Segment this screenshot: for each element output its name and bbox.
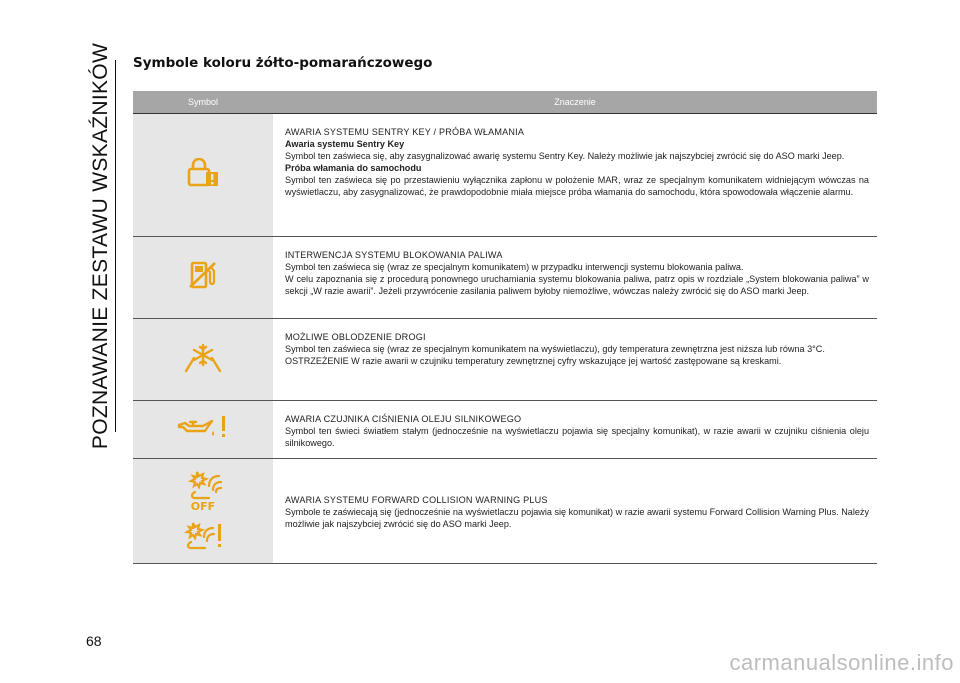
table-header-row (133, 91, 877, 114)
meaning-cell (273, 237, 877, 319)
column-header-symbol: Symbol (133, 91, 273, 114)
table-row (133, 458, 877, 563)
forward-collision-icon (181, 520, 225, 554)
section-heading: Symbole koloru żółto-pomarańczowego (133, 55, 433, 71)
row-description: Symbol ten zaświeca się, aby zasygnalizować awarię systemu Sentry Key. Należy możliwie jak najszybciej zwrócić się do ASO marki Jeep. (285, 150, 845, 161)
table-row (133, 237, 877, 319)
watermark: carmanualsonline.info (729, 650, 954, 675)
row-description: Symbol ten zaświeca się po przestawieniu wyłącznika zapłonu w położenie MAR, wraz ze specjalnym komunikatem widniejącym wówczas na wyświetlaczu, aby zasygnalizować, że prawdopodobnie miała miejsce próba włamania do samochodu, która spowodowała włączenie alarmu. (285, 174, 869, 197)
row-subheading: Próba włamania do samochodu (285, 162, 422, 173)
row-description: W celu zapoznania się z procedurą ponownego uruchamiania systemu blokowania paliwa, patrz opis w rozdziale „System blokowania paliwa” w sekcji „W razie awarii”. Jeżeli przywrócenie zasilania paliwem byłoby niemożliwe, wówczas należy zwrócić się do ASO marki Jeep. (285, 273, 869, 296)
table-row (133, 401, 877, 459)
lock-warning-icon (186, 158, 220, 188)
chapter-side-title (86, 42, 116, 450)
row-description: Symbol ten świeci światłem stałym (jednocześnie na wyświetlaczu pojawia się specjalny komunikat), w razie awarii w czujniku ciśnienia oleju silnikowego. (285, 425, 869, 448)
table-row (133, 114, 877, 237)
row-title: AWARIA SYSTEMU SENTRY KEY / PRÓBA WŁAMANIA (285, 127, 525, 137)
symbol-cell (133, 458, 273, 563)
off-label: OFF (190, 499, 216, 512)
row-subheading: Awaria systemu Sentry Key (285, 138, 405, 149)
symbol-cell (133, 237, 273, 319)
row-title: MOŻLIWE OBLODZENIE DROGI (285, 332, 426, 342)
page-number: 68 (86, 633, 102, 649)
meaning-cell (273, 114, 877, 237)
chapter-side-title-text: POZNAWANIE ZESTAWU WSKAŹNIKÓW (89, 42, 112, 450)
meaning-cell (273, 458, 877, 563)
symbol-cell (133, 401, 273, 459)
symbol-cell (133, 319, 273, 401)
fuel-cutoff-icon (188, 259, 218, 291)
icy-road-icon (183, 340, 223, 374)
symbol-cell (133, 114, 273, 237)
row-description: Symbole te zaświecają się (jednocześnie na wyświetlaczu pojawia się komunikat) w razie awarii systemu Forward Collision Warning Plus. Należy możliwie jak najszybciej zwrócić się do ASO marki Jeep. (285, 507, 869, 530)
column-header-meaning: Znaczenie (273, 91, 877, 114)
row-description: Symbol ten zaświeca się (wraz ze specjalnym komunikatem) w przypadku interwencji systemu blokowania paliwa. (285, 261, 744, 272)
meaning-cell (273, 319, 877, 401)
row-title: AWARIA CZUJNIKA CIŚNIENIA OLEJU SILNIKOWEGO (285, 414, 522, 424)
row-description: Symbol ten zaświeca się (wraz ze specjalnym komunikatem na wyświetlaczu), gdy temperatura zewnętrzna jest niższa lub równa 3°C. (285, 343, 825, 354)
row-title: AWARIA SYSTEMU FORWARD COLLISION WARNING PLUS (285, 495, 548, 506)
row-description: OSTRZEŻENIE W razie awarii w czujniku temperatury zewnętrznej cyfry wskazujące jej wartość zastępowane są kreskami. (285, 355, 782, 366)
side-rule (115, 60, 116, 432)
meaning-cell (273, 401, 877, 459)
oil-pressure-sensor-icon (176, 413, 230, 441)
row-title: INTERWENCJA SYSTEMU BLOKOWANIA PALIWA (285, 250, 503, 260)
table-row (133, 319, 877, 401)
forward-collision-off-icon (183, 468, 223, 512)
symbols-table (133, 91, 877, 564)
